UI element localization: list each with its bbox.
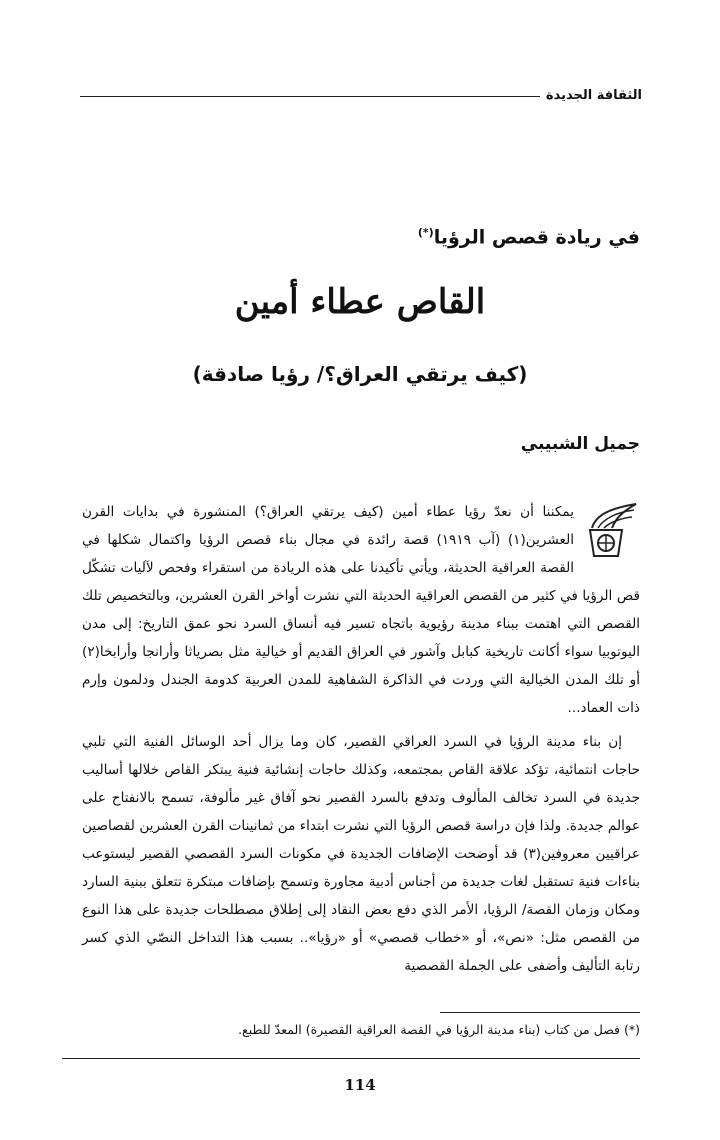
header-rule <box>80 96 540 97</box>
footer-rule <box>62 1058 640 1059</box>
footnote-rule <box>440 1012 640 1013</box>
torch-ornament-icon <box>582 500 640 562</box>
article-author: جميل الشبيبي <box>520 434 640 454</box>
article-preface <box>418 226 640 248</box>
page-number: 114 <box>344 1076 376 1094</box>
paragraph-1-text: يمكننا أن نعدّ رؤيا عطاء أمين (كيف يرتقي العراق؟) المنشورة في بدايات القرن العشرين(١) (آب ١٩١٩) قصة رائدة في مجال بناء قصص الرؤيا واكتمال شكلها في القصة العراقية الحديثة، ويأتي تأكيدنا على هذه الريادة من استقراء وفحص لآليات تشكّل قص الرؤيا في كثير من القصص العراقية الحديثة التي نشرت أواخر القرن العشرين، وبالتخصيص تلك القصص التي اهتمت ببناء مدينة رؤيوية باتجاه تسير فيه أنساق السرد نحو عمق التاريخ: إلى مدن اليوتوبيا سواء أكانت تاريخية كبابل وآشور في العراق القديم أو خيالية مثل بصرياثا وأرانجا وأرابخا(٢) أو تلك المدن الخيالية التي وردت في الذاكرة الشفاهية للمدن العربية كدومة الجندل ودلمون وإرم ذات العماد... <box>82 504 640 716</box>
footnote: (*) فصل من كتاب (بناء مدينة الرؤيا في القصة العراقية القصيرة) المعدّ للطبع. <box>238 1022 640 1037</box>
running-header <box>80 80 642 110</box>
paragraph-2-text: إن بناء مدينة الرؤيا في السرد العراقي القصير، كان وما يزال أحد الوسائل الفنية التي تلبي حاجات انتمائية، تؤكد علاقة القاص بمجتمعه، وكذلك حاجات إنشائية فنية يبتكر القاص خلالها أساليب جديدة في السرد تخالف المألوف وتدفع بالسرد القصير نحو آفاق غير مألوفة، تسمح بالانفتاح على عوالم جديدة. ولذا فإن دراسة قصص الرؤيا التي نشرت ابتداء من ثمانينات القرن العشرين لقصاصين عراقيين معروفين(٣) قد أوضحت الإضافات الجديدة في مكونات السرد القصصي القصير ليستوعب بناءات فنية تستقبل لغات جديدة من أجناس أدبية مجاورة وتسمح بإضافات مبتكرة تتعلق ببنية السارد ومكان وزمان القصة/ الرؤيا، الأمر الذي دفع بعض النقاد إلى إطلاق مصطلحات جديدة على هذا النوع من القصص مثل: «نص»، أو «خطاب قصصي» أو «رؤيا».. بسبب هذا التداخل النصّي الذي كسر رتابة التأليف وأضفى على الجملة القصصية <box>82 734 640 974</box>
article-body <box>82 498 640 980</box>
preface-note-marker: (*) <box>417 226 434 239</box>
running-title: الثقافة الجديدة <box>545 87 642 103</box>
body-paragraph-1 <box>82 498 640 722</box>
article-title: القاص عطاء أمين <box>234 282 486 322</box>
body-paragraph-2 <box>82 728 640 980</box>
article-subtitle: (كيف يرتقي العراق؟/ رؤيا صادقة) <box>192 362 528 386</box>
preface-text: في ريادة قصص الرؤيا <box>433 226 640 249</box>
